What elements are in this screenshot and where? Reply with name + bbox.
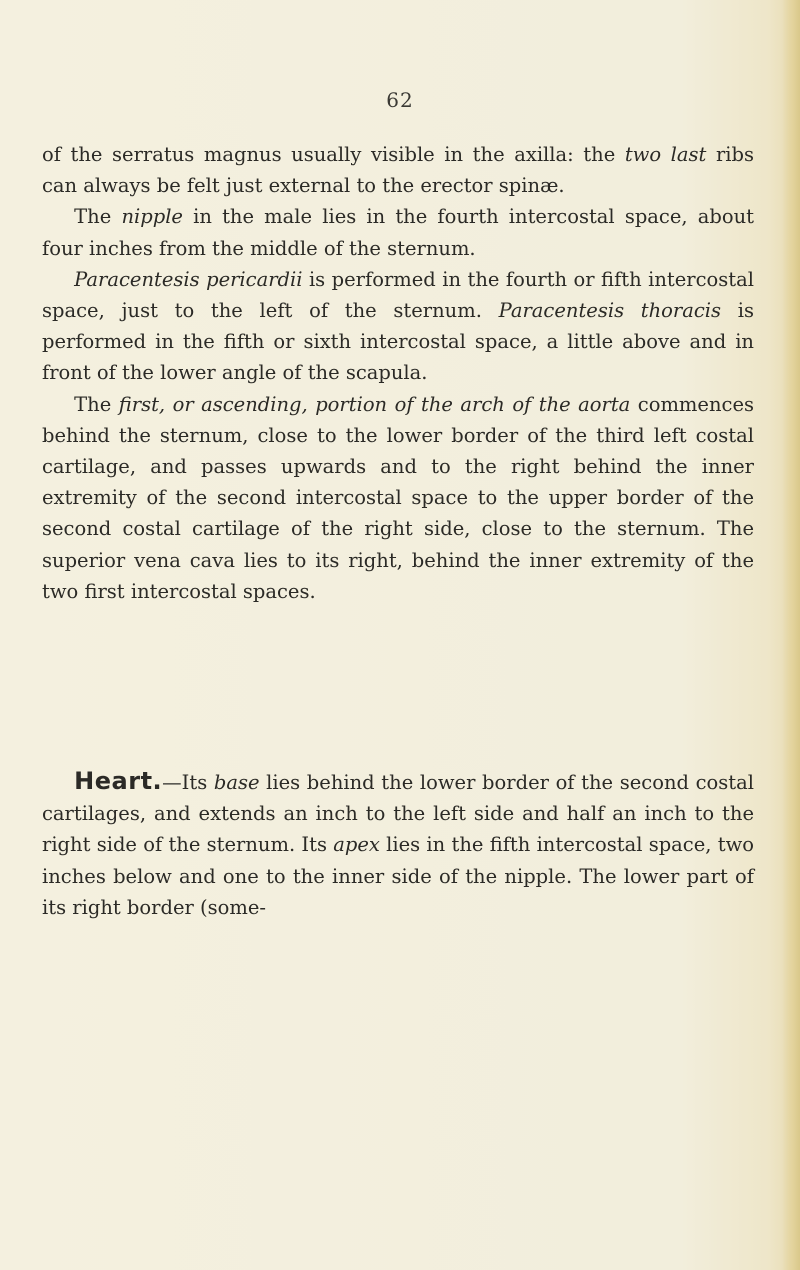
- section-heading-heart: Heart.: [74, 767, 163, 795]
- paragraph-heart: Heart.—Its base lies behind the lower border of the second costal cartilages, and extends an inch to the left side and half an inch to the right side of the sternum. Its apex lies in the fifth intercostal space, two inches below and one to the inner side of the nipple. The lower part of its right border (some-: [42, 767, 754, 919]
- body-text: [42, 139, 754, 607]
- body-text-heart: [42, 766, 754, 923]
- paragraph-paracentesis: Paracentesis pericardii is performed in the fourth or fifth intercostal space, just to the left of the sternum. Paracentesis thoracis is performed in the fifth or sixth intercostal space, a little above and in front of the lower angle of the scapula.: [42, 267, 754, 385]
- paragraph-serratus: of the serratus magnus usually visible in the axilla: the two last ribs can always be felt just external to the erector spinæ.: [42, 143, 755, 198]
- paragraph-nipple: The nipple in the male lies in the fourth intercostal space, about four inches from the middle of the sternum.: [42, 205, 754, 260]
- paragraph-aorta: The first, or ascending, portion of the arch of the aorta commences behind the sternum, close to the lower border of the third left costal cartilage, and passes upwards and to the right behind the inner extremity of the second intercostal space to the upper border of the second costal cartilage of the right side, close to the sternum. The superior vena cava lies to its right, behind the inner extremity of the two first intercostal spaces.: [42, 392, 754, 603]
- page-number: 62: [386, 88, 414, 112]
- page-edge-shadow: [782, 0, 800, 1270]
